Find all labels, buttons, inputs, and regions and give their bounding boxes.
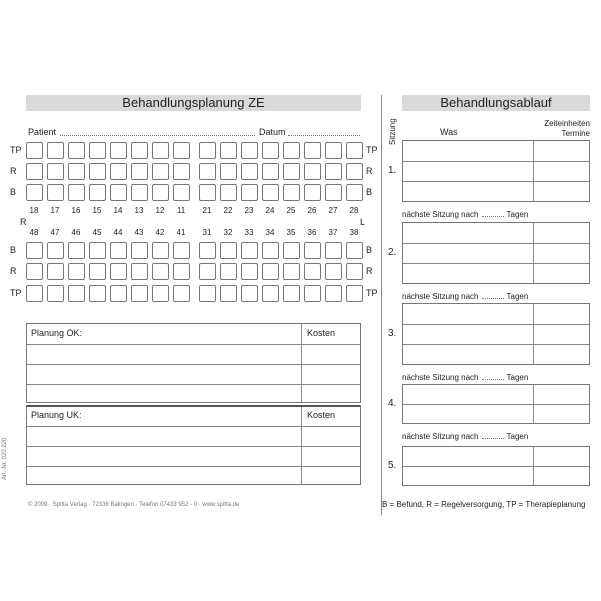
tooth-number: 15	[92, 206, 102, 215]
upper-left-R-cell[interactable]	[283, 163, 300, 180]
days-field[interactable]	[482, 216, 504, 217]
days-field[interactable]	[482, 298, 504, 299]
tooth-number: 23	[244, 206, 254, 215]
next-session-text: nächste Sitzung nach Tagen	[402, 210, 529, 219]
session-box[interactable]	[402, 384, 590, 424]
tooth-number: 14	[113, 206, 123, 215]
tooth-number: 48	[29, 228, 39, 237]
lower-right-B-cell[interactable]	[173, 242, 190, 259]
session-number: 4.	[388, 398, 397, 409]
lower-left-R-cell[interactable]	[262, 263, 279, 280]
next-session-text: nächste Sitzung nach Tagen	[402, 292, 529, 301]
kosten-ok-label: Kosten	[307, 328, 336, 338]
side-left-label: L	[360, 217, 366, 227]
upper-left-TP-cell[interactable]	[283, 142, 300, 159]
left-title: Behandlungsplanung ZE	[26, 95, 361, 111]
lower-left-B-cell[interactable]	[325, 242, 342, 259]
was-label: Was	[440, 127, 458, 137]
session-box[interactable]	[402, 140, 590, 202]
side-right-label: R	[20, 217, 27, 227]
lower-left-TP-cell[interactable]	[283, 285, 300, 302]
upper-row-label-right: R	[366, 166, 373, 176]
upper-left-TP-cell[interactable]	[346, 142, 363, 159]
tooth-number: 41	[176, 228, 186, 237]
planung-ok-label: Planung OK:	[31, 328, 83, 338]
upper-left-TP-cell[interactable]	[325, 142, 342, 159]
lower-row-label-right: B	[366, 245, 373, 255]
upper-right-TP-cell[interactable]	[47, 142, 64, 159]
tooth-number: 25	[286, 206, 296, 215]
datum-field[interactable]	[288, 135, 360, 136]
upper-right-TP-cell[interactable]	[152, 142, 169, 159]
right-title: Behandlungsablauf	[402, 95, 590, 111]
upper-right-R-cell[interactable]	[131, 163, 148, 180]
tooth-number: 27	[328, 206, 338, 215]
termine-label: Termine	[561, 129, 590, 138]
tooth-number: 16	[71, 206, 81, 215]
sitzung-label: Sitzung	[388, 118, 397, 145]
planung-ok-table	[26, 323, 361, 403]
tooth-number: 46	[71, 228, 81, 237]
upper-right-B-cell[interactable]	[152, 184, 169, 201]
days-field[interactable]	[482, 379, 504, 380]
session-box[interactable]	[402, 303, 590, 365]
patient-field[interactable]	[60, 135, 255, 136]
zeiteinheiten-label: Zeiteinheiten	[544, 119, 590, 128]
lower-left-R-cell[interactable]	[241, 263, 258, 280]
upper-left-B-cell[interactable]	[220, 184, 237, 201]
upper-left-TP-cell[interactable]	[241, 142, 258, 159]
session-number: 3.	[388, 328, 397, 339]
lower-row-label-right: TP	[366, 288, 378, 298]
tooth-number: 47	[50, 228, 60, 237]
tooth-number: 34	[265, 228, 275, 237]
tooth-number: 17	[50, 206, 60, 215]
lower-row-label-left: TP	[10, 288, 22, 298]
lower-right-TP-cell[interactable]	[68, 285, 85, 302]
upper-right-TP-cell[interactable]	[110, 142, 127, 159]
lower-row-label-left: R	[10, 266, 17, 276]
lower-right-R-cell[interactable]	[47, 263, 64, 280]
lower-right-R-cell[interactable]	[152, 263, 169, 280]
lower-left-R-cell[interactable]	[346, 263, 363, 280]
upper-left-B-cell[interactable]	[241, 184, 258, 201]
lower-left-R-cell[interactable]	[283, 263, 300, 280]
upper-left-B-cell[interactable]	[346, 184, 363, 201]
session-number: 5.	[388, 460, 397, 471]
upper-left-B-cell[interactable]	[199, 184, 216, 201]
lower-left-R-cell[interactable]	[304, 263, 321, 280]
lower-right-B-cell[interactable]	[110, 242, 127, 259]
upper-right-TP-cell[interactable]	[26, 142, 43, 159]
upper-right-B-cell[interactable]	[47, 184, 64, 201]
lower-right-B-cell[interactable]	[131, 242, 148, 259]
upper-left-R-cell[interactable]	[241, 163, 258, 180]
upper-left-R-cell[interactable]	[304, 163, 321, 180]
lower-right-R-cell[interactable]	[89, 263, 106, 280]
lower-right-B-cell[interactable]	[152, 242, 169, 259]
session-box[interactable]	[402, 446, 590, 486]
kosten-uk-label: Kosten	[307, 410, 336, 420]
upper-right-TP-cell[interactable]	[68, 142, 85, 159]
tooth-number: 33	[244, 228, 254, 237]
upper-left-TP-cell[interactable]	[199, 142, 216, 159]
divider	[381, 95, 382, 515]
tooth-number: 12	[155, 206, 165, 215]
tooth-number: 44	[113, 228, 123, 237]
lower-left-B-cell[interactable]	[283, 242, 300, 259]
upper-left-R-cell[interactable]	[346, 163, 363, 180]
upper-left-B-cell[interactable]	[325, 184, 342, 201]
tooth-number: 11	[176, 206, 186, 215]
lower-left-TP-cell[interactable]	[241, 285, 258, 302]
art-number: Art.-Nr. 020 220	[2, 437, 8, 480]
footer-text: © 2009 · Spitta Verlag · 72336 Balingen · Telefon 07433 952 - 0 · www.spitta.de	[28, 502, 240, 508]
tooth-number: 32	[223, 228, 233, 237]
upper-right-R-cell[interactable]	[26, 163, 43, 180]
tooth-number: 36	[307, 228, 317, 237]
lower-right-TP-cell[interactable]	[152, 285, 169, 302]
upper-right-R-cell[interactable]	[89, 163, 106, 180]
lower-right-TP-cell[interactable]	[110, 285, 127, 302]
tooth-number: 24	[265, 206, 275, 215]
upper-right-B-cell[interactable]	[26, 184, 43, 201]
upper-right-R-cell[interactable]	[47, 163, 64, 180]
lower-left-TP-cell[interactable]	[304, 285, 321, 302]
lower-right-TP-cell[interactable]	[89, 285, 106, 302]
upper-left-TP-cell[interactable]	[220, 142, 237, 159]
legend: B = Befund, R = Regelversorgung, TP = Therapieplanung	[382, 500, 586, 509]
upper-right-B-cell[interactable]	[131, 184, 148, 201]
upper-row-label-left: B	[10, 187, 17, 197]
lower-right-R-cell[interactable]	[68, 263, 85, 280]
tooth-number: 13	[134, 206, 144, 215]
lower-right-R-cell[interactable]	[173, 263, 190, 280]
planung-uk-label: Planung UK:	[31, 410, 82, 420]
upper-left-B-cell[interactable]	[304, 184, 321, 201]
upper-left-B-cell[interactable]	[283, 184, 300, 201]
tooth-number: 38	[349, 228, 359, 237]
lower-left-B-cell[interactable]	[262, 242, 279, 259]
lower-left-TP-cell[interactable]	[220, 285, 237, 302]
upper-right-TP-cell[interactable]	[173, 142, 190, 159]
lower-left-R-cell[interactable]	[325, 263, 342, 280]
upper-row-label-left: TP	[10, 145, 22, 155]
lower-left-R-cell[interactable]	[199, 263, 216, 280]
days-field[interactable]	[482, 438, 504, 439]
tooth-number: 22	[223, 206, 233, 215]
tooth-number: 18	[29, 206, 39, 215]
upper-right-B-cell[interactable]	[89, 184, 106, 201]
upper-left-R-cell[interactable]	[199, 163, 216, 180]
next-session-text: nächste Sitzung nach Tagen	[402, 432, 529, 441]
tooth-number: 28	[349, 206, 359, 215]
upper-right-R-cell[interactable]	[110, 163, 127, 180]
upper-right-R-cell[interactable]	[68, 163, 85, 180]
upper-right-B-cell[interactable]	[110, 184, 127, 201]
upper-left-R-cell[interactable]	[220, 163, 237, 180]
lower-left-B-cell[interactable]	[304, 242, 321, 259]
lower-right-TP-cell[interactable]	[131, 285, 148, 302]
datum-label: Datum	[259, 127, 286, 137]
lower-right-B-cell[interactable]	[47, 242, 64, 259]
lower-right-TP-cell[interactable]	[26, 285, 43, 302]
lower-right-R-cell[interactable]	[26, 263, 43, 280]
lower-left-TP-cell[interactable]	[199, 285, 216, 302]
lower-row-label-left: B	[10, 245, 17, 255]
upper-right-R-cell[interactable]	[173, 163, 190, 180]
upper-left-R-cell[interactable]	[325, 163, 342, 180]
tooth-number: 21	[202, 206, 212, 215]
upper-right-B-cell[interactable]	[68, 184, 85, 201]
lower-right-R-cell[interactable]	[131, 263, 148, 280]
upper-right-TP-cell[interactable]	[131, 142, 148, 159]
tooth-number: 26	[307, 206, 317, 215]
lower-right-TP-cell[interactable]	[173, 285, 190, 302]
upper-right-TP-cell[interactable]	[89, 142, 106, 159]
lower-left-B-cell[interactable]	[346, 242, 363, 259]
upper-row-label-left: R	[10, 166, 17, 176]
tooth-number: 45	[92, 228, 102, 237]
upper-right-B-cell[interactable]	[173, 184, 190, 201]
lower-right-B-cell[interactable]	[89, 242, 106, 259]
next-session-text: nächste Sitzung nach Tagen	[402, 373, 529, 382]
lower-right-B-cell[interactable]	[68, 242, 85, 259]
patient-label: Patient	[28, 127, 57, 137]
upper-left-TP-cell[interactable]	[262, 142, 279, 159]
lower-row-label-right: R	[366, 266, 373, 276]
lower-right-R-cell[interactable]	[110, 263, 127, 280]
lower-left-B-cell[interactable]	[241, 242, 258, 259]
lower-left-TP-cell[interactable]	[346, 285, 363, 302]
lower-left-TP-cell[interactable]	[262, 285, 279, 302]
lower-left-B-cell[interactable]	[199, 242, 216, 259]
session-number: 2.	[388, 247, 397, 258]
lower-right-TP-cell[interactable]	[47, 285, 64, 302]
tooth-number: 42	[155, 228, 165, 237]
planung-uk-table	[26, 405, 361, 485]
upper-left-TP-cell[interactable]	[304, 142, 321, 159]
upper-row-label-right: TP	[366, 145, 378, 155]
lower-left-B-cell[interactable]	[220, 242, 237, 259]
upper-left-B-cell[interactable]	[262, 184, 279, 201]
session-box[interactable]	[402, 222, 590, 284]
upper-row-label-right: B	[366, 187, 373, 197]
tooth-number: 31	[202, 228, 212, 237]
tooth-number: 37	[328, 228, 338, 237]
lower-left-R-cell[interactable]	[220, 263, 237, 280]
session-number: 1.	[388, 165, 397, 176]
lower-right-B-cell[interactable]	[26, 242, 43, 259]
upper-left-R-cell[interactable]	[262, 163, 279, 180]
upper-right-R-cell[interactable]	[152, 163, 169, 180]
tooth-number: 43	[134, 228, 144, 237]
tooth-number: 35	[286, 228, 296, 237]
lower-left-TP-cell[interactable]	[325, 285, 342, 302]
